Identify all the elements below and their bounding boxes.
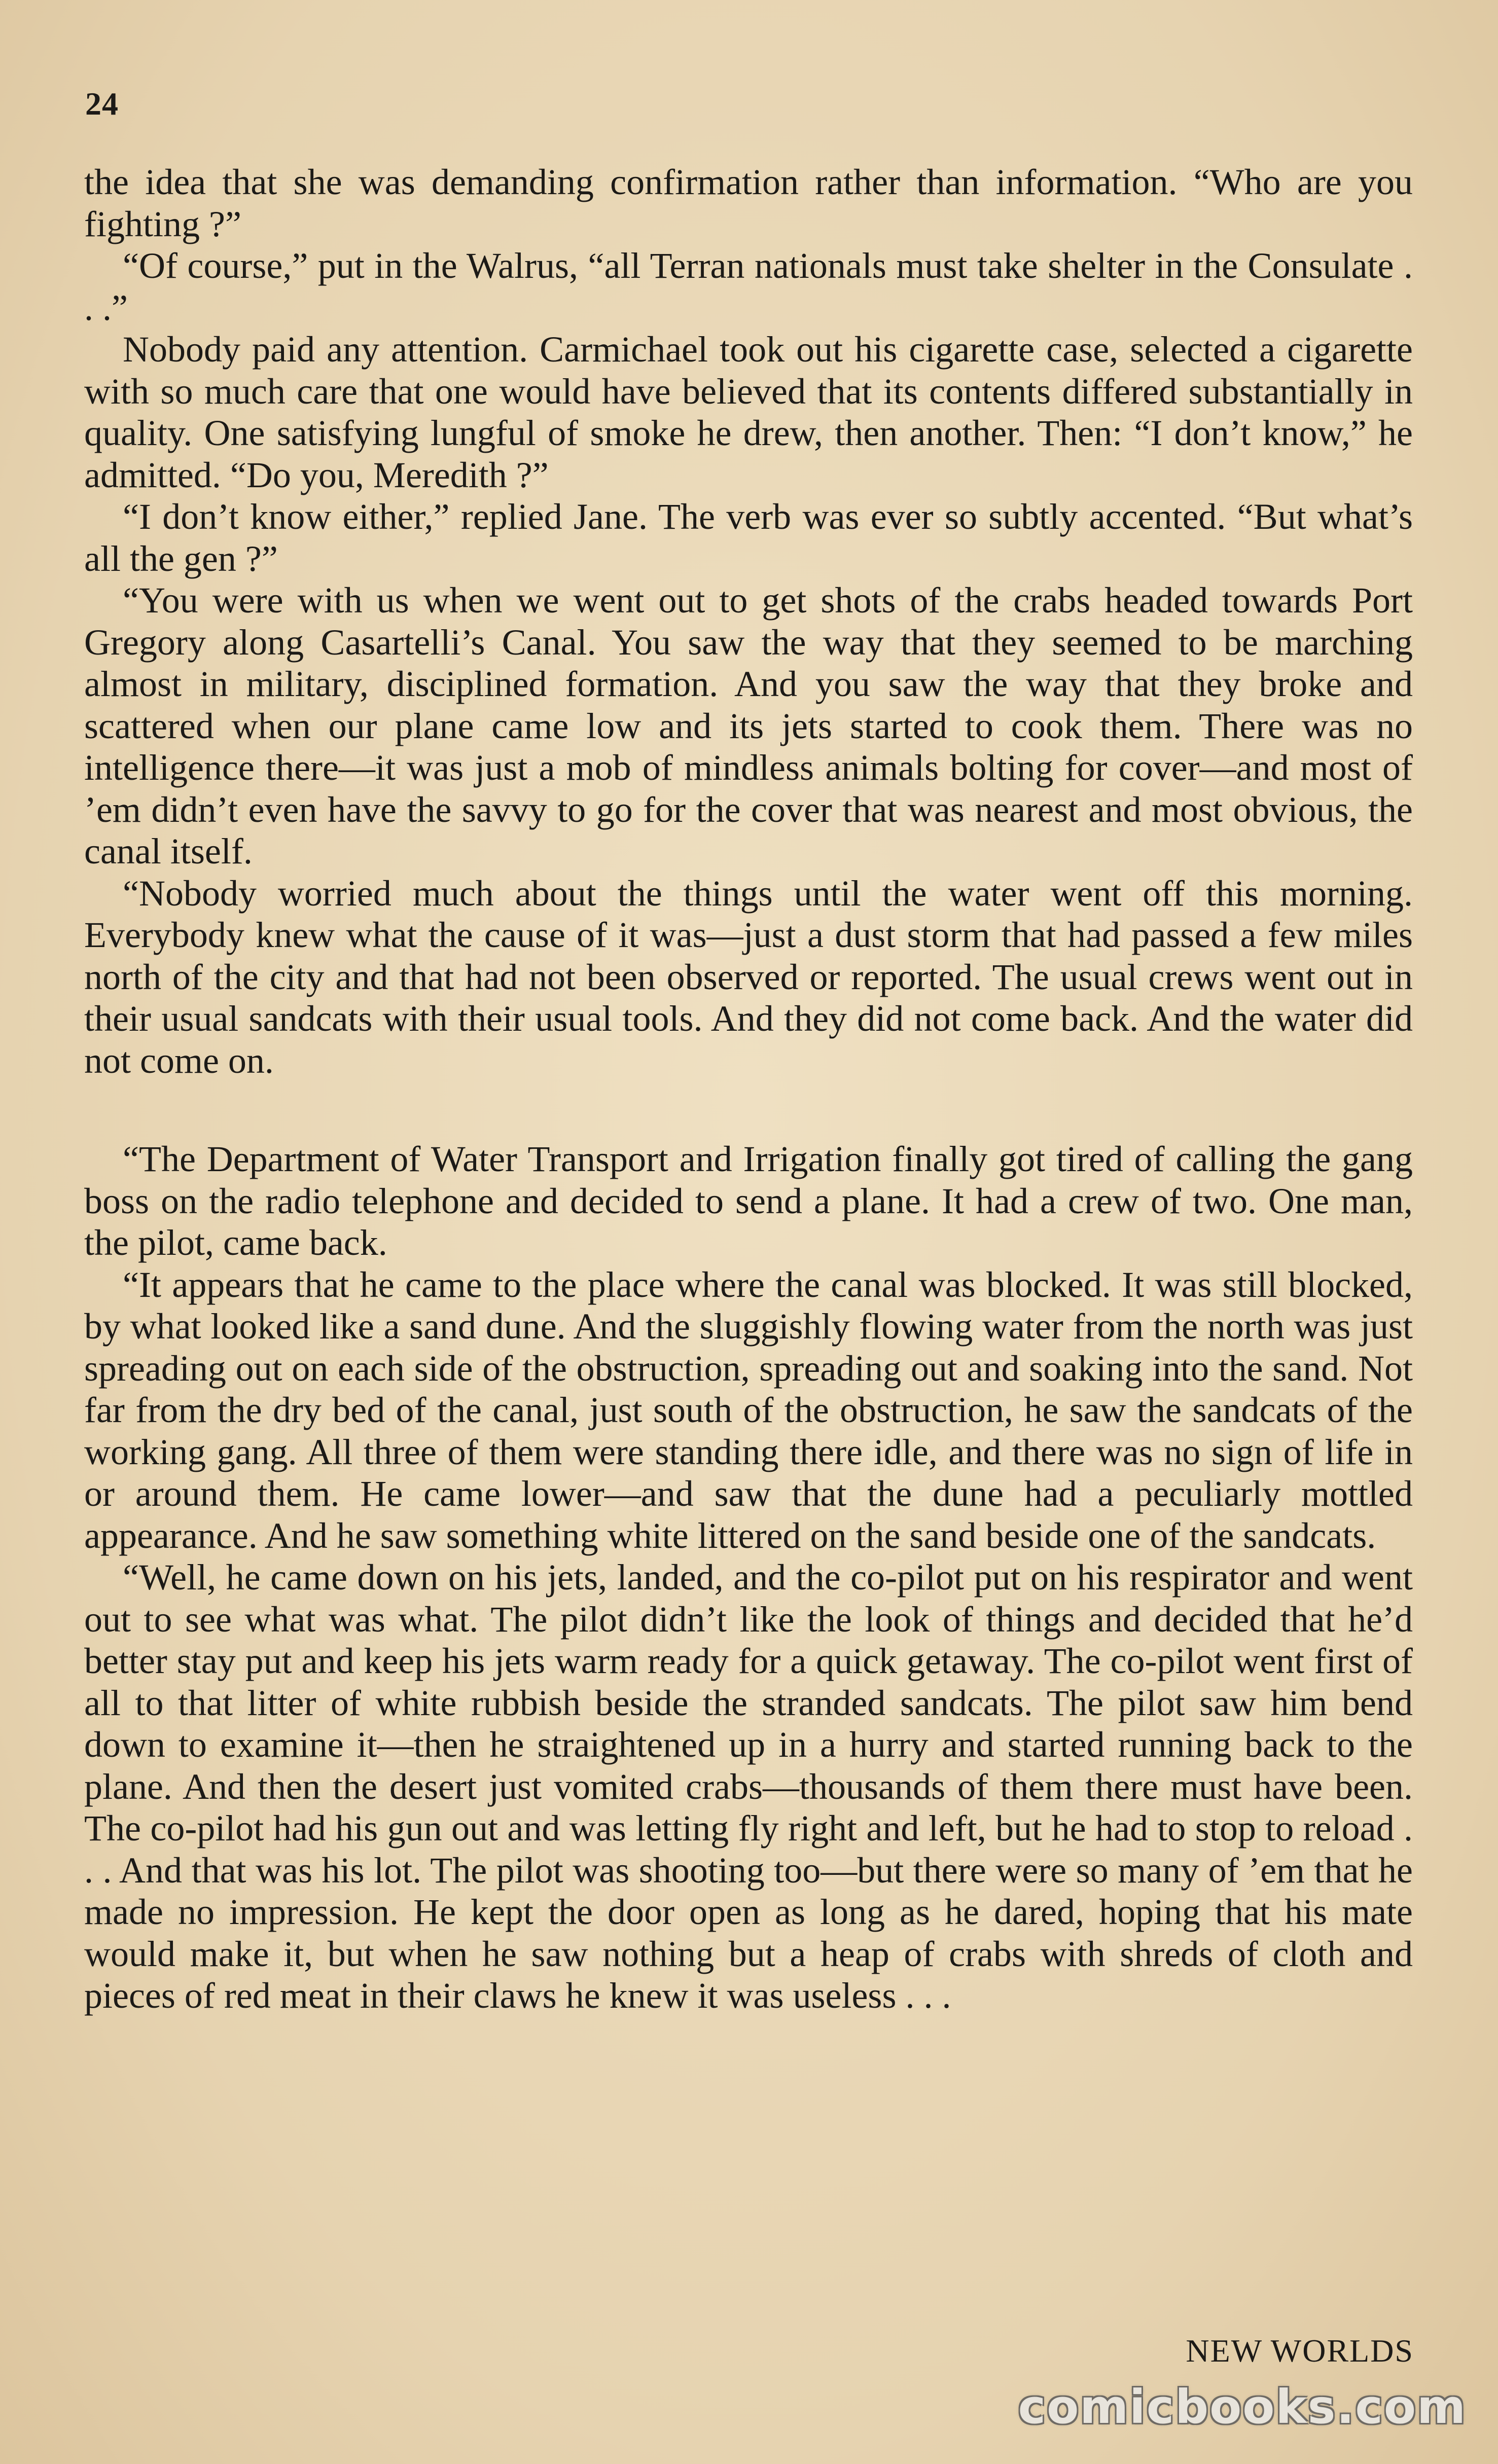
- running-footer: NEW WORLDS: [1186, 2333, 1414, 2369]
- paragraph: “I don’t know either,” replied Jane. The verb was ever so subtly accented. “But what’s all the gen ?”: [84, 496, 1413, 579]
- paragraph: “Nobody worried much about the things until the water went off this morning. Everybody knew what the cause of it was—just a dust storm that had passed a few miles north of the city and that had not been observed or reported. The usual crews went out in their usual sandcats with their usual tools. And they did not come back. And the water did not come on.: [84, 873, 1413, 1081]
- paragraph: “It appears that he came to the place where the canal was blocked. It was still blocked, by what looked like a sand dune. And the sluggishly flowing water from the north was just spreading out on each side of the obstruction, spreading out and soaking into the sand. Not far from the dry bed of the canal, just south of the obstruction, he saw the sandcats of the working gang. All three of them were standing there idle, and there was no sign of life in or around them. He came lower—and saw that the dune had a peculiarly mottled appearance. And he saw something white littered on the sand beside one of the sandcats.: [84, 1264, 1413, 1556]
- paragraph: the idea that she was demanding confirmation rather than information. “Who are you fighting ?”: [84, 162, 1413, 244]
- watermark: comicbooks.com: [1018, 2380, 1467, 2434]
- story-text: [84, 161, 1413, 2017]
- paragraph: “Well, he came down on his jets, landed, and the co-pilot put on his respirator and went out to see what was what. The pilot didn’t like the look of things and decided that he’d better stay put and keep his jets warm ready for a quick getaway. The co-pilot went first of all to that litter of white rubbish beside the stranded sandcats. The pilot saw him bend down to examine it—then he straightened up in a hurry and started running back to the plane. And then the desert just vomited crabs—thousands of them there must have been. The co-pilot had his gun out and was letting fly right and left, but he had to stop to reload . . . And that was his lot. The pilot was shooting too—but there were so many of ’em that he made no impression. He kept the door open as long as he dared, hoping that his mate would make it, but when he saw nothing but a heap of crabs with shreds of cloth and pieces of red meat in their claws he knew it was useless . . .: [84, 1557, 1413, 2016]
- paragraph: “You were with us when we went out to get shots of the crabs headed towards Port Gregory along Casartelli’s Canal. You saw the way that they seemed to be marching almost in military, disciplined formation. And you saw the way that they broke and scattered when our plane came low and its jets started to cook them. There was no intelligence there—it was just a mob of mindless animals bolting for cover—and most of ’em didn’t even have the savvy to go for the cover that was nearest and most obvious, the canal itself.: [84, 580, 1413, 872]
- paragraph: “Of course,” put in the Walrus, “all Terran nationals must take shelter in the Consulate . . .”: [84, 245, 1413, 328]
- paragraph: “The Department of Water Transport and Irrigation finally got tired of calling the gang boss on the radio telephone and decided to send a plane. It had a crew of two. One man, the pilot, came back.: [84, 1139, 1413, 1263]
- page-number: 24: [85, 86, 119, 122]
- paragraph: Nobody paid any attention. Carmichael took out his cigarette case, selected a cigarette with so much care that one would have believed that its contents differed substantially in quality. One satisfying lungful of smoke he drew, then another. Then: “I don’t know,” he admitted. “Do you, Meredith ?”: [84, 329, 1413, 495]
